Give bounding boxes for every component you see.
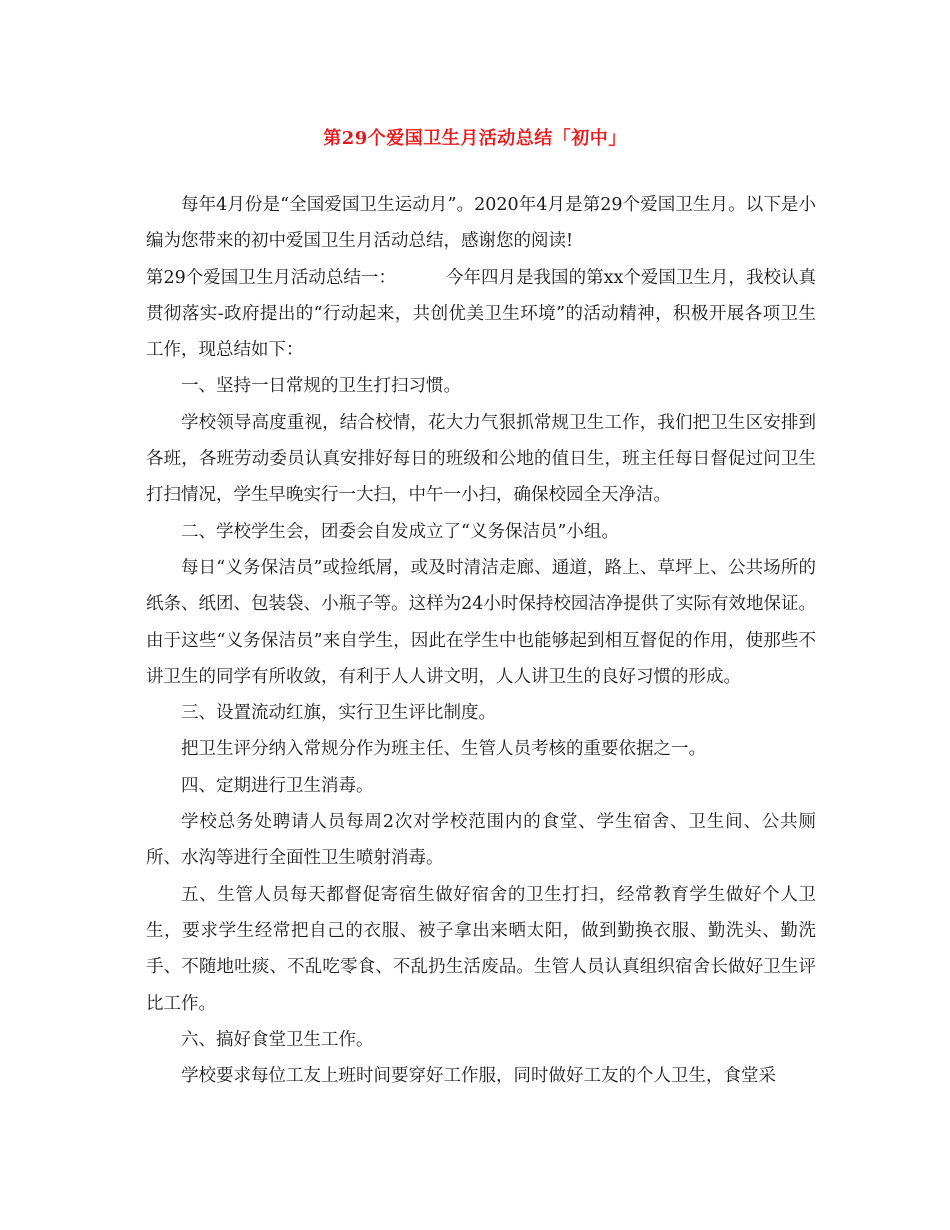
section-1-body: 学校领导高度重视，结合校情，花大力气狠抓常规卫生工作，我们把卫生区安排到各班，各班劳动委员认真安排好每日的班级和公地的值日生，班主任每日督促过问卫生打扫情况，学生早晚实行一大扫，中午一小扫，确保校园全天净洁。 xyxy=(146,412,816,506)
section-4-heading: 四、定期进行卫生消毒。 xyxy=(181,775,374,796)
section-3-body: 把卫生评分纳入常规分作为班主任、生管人员考核的重要依据之一。 xyxy=(181,739,706,760)
section-2-body: 每日“义务保洁员”或捡纸屑，或及时清洁走廊、通道，路上、草坪上、公共场所的纸条、纸团、包装袋、小瓶子等。这样为24小时保持校园洁净提供了实际有效地保证。由于这些“义务保洁员”来自学生，因此在学生中也能够起到相互督促的作用，使那些不讲卫生的同学有所收敛，有利于人人讲文明，人人讲卫生的良好习惯的形成。 xyxy=(146,557,816,687)
section-4-body: 学校总务处聘请人员每周2次对学校范围内的食堂、学生宿舍、卫生间、公共厕所、水沟等进行全面性卫生喷射消毒。 xyxy=(146,812,816,869)
summary-paragraph xyxy=(146,260,816,369)
summary-heading: 第29个爱国卫生月活动总结一： xyxy=(146,267,396,288)
intro-paragraph: 每年4月份是“全国爱国卫生运动月”。2020年4月是第29个爱国卫生月。以下是小编为您带来的初中爱国卫生月活动总结，感谢您的阅读! xyxy=(146,195,816,252)
section-6-heading: 六、搞好食堂卫生工作。 xyxy=(181,1029,374,1050)
section-2-heading: 二、学校学生会，团委会自发成立了“义务保洁员”小组。 xyxy=(181,521,619,542)
section-3-heading: 三、设置流动红旗，实行卫生评比制度。 xyxy=(181,703,496,724)
summary-opening: 今年四月是我国的第xx个爱国卫生月，我校认真贯彻落实-政府提出的“行动起来，共创优美卫生环境”的活动精神，积极开展各项卫生工作，现总结如下： xyxy=(146,267,816,361)
document-title: 第29个爱国卫生月活动总结「初中」 xyxy=(323,128,627,149)
document-body xyxy=(146,187,816,1094)
section-5-paragraph: 五、生管人员每天都督促寄宿生做好宿舍的卫生打扫，经常教育学生做好个人卫生，要求学生经常把自己的衣服、被子拿出来晒太阳，做到勤换衣服、勤洗头、勤洗手、不随地吐痰、不乱吃零食、不乱扔生活废品。生管人员认真组织宿舍长做好卫生评比工作。 xyxy=(146,884,816,1014)
section-6-body: 学校要求每位工友上班时间要穿好工作服，同时做好工友的个人卫生，食堂采 xyxy=(181,1066,776,1087)
section-1-heading: 一、坚持一日常规的卫生打扫习惯。 xyxy=(181,376,461,397)
